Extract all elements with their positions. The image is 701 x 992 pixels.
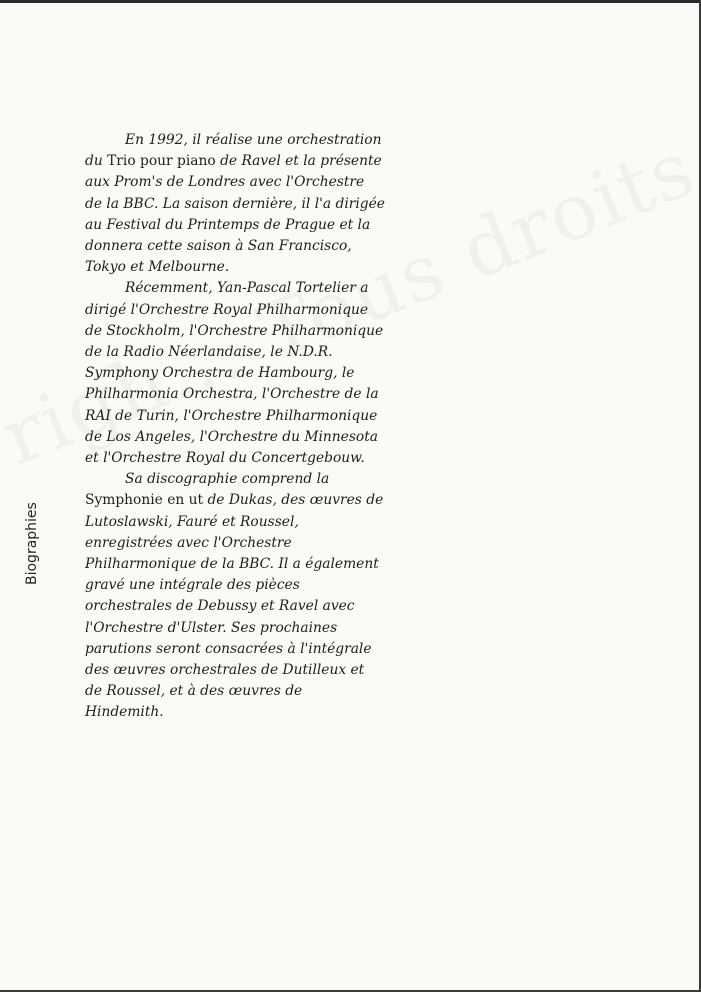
work-title: Trio pour piano: [107, 153, 216, 170]
text-run: Récemment, Yan-Pascal Tortelier a dirigé l'Orchestre Royal Philharmonique de Stockholm, l'Orchestre Philharmonique de la Radio Néerlandaise, le N.D.R. Symphony Orchestra de Hambourg, le Philharmonia Orchestra, l'Orchestre de la RAI de Turin, l'Orchestre Philharmonique de Los Angeles, l'Orchestre du Minnesota et l'Orchestre Royal du Concertgebouw.: [85, 280, 384, 467]
biography-text: [85, 130, 385, 724]
text-run: de Dukas, des œuvres de Lutoslawski, Fauré et Roussel, enregistrées avec l'Orchestre Philharmonique de la BBC. Il a également gravé une intégrale des pièces orchestrales de Debussy et Ravel avec l'Orchestre d'Ulster. Ses prochaines parutions seront consacrées à l'intégrale des œuvres orchestrales de Dutilleux et de Roussel, et à des œuvres de Hindemith.: [85, 492, 384, 721]
page-edge-top: [0, 0, 701, 3]
text-run: En 1992, il réalise une orchestration du: [85, 132, 382, 170]
section-side-label: Biographies: [24, 502, 40, 585]
paragraph-1: [85, 130, 385, 278]
paragraph-2: [85, 278, 385, 469]
work-title: Symphonie en ut: [85, 492, 204, 509]
text-run: de Ravel et la présente aux Prom's de Londres avec l'Orchestre de la BBC. La saison dernière, il l'a dirigée au Festival du Printemps de Prague et la donnera cette saison à San Francisco, Tokyo et Melbourne.: [85, 153, 385, 276]
text-run: Sa discographie comprend la: [125, 471, 330, 488]
paragraph-3: [85, 469, 385, 723]
